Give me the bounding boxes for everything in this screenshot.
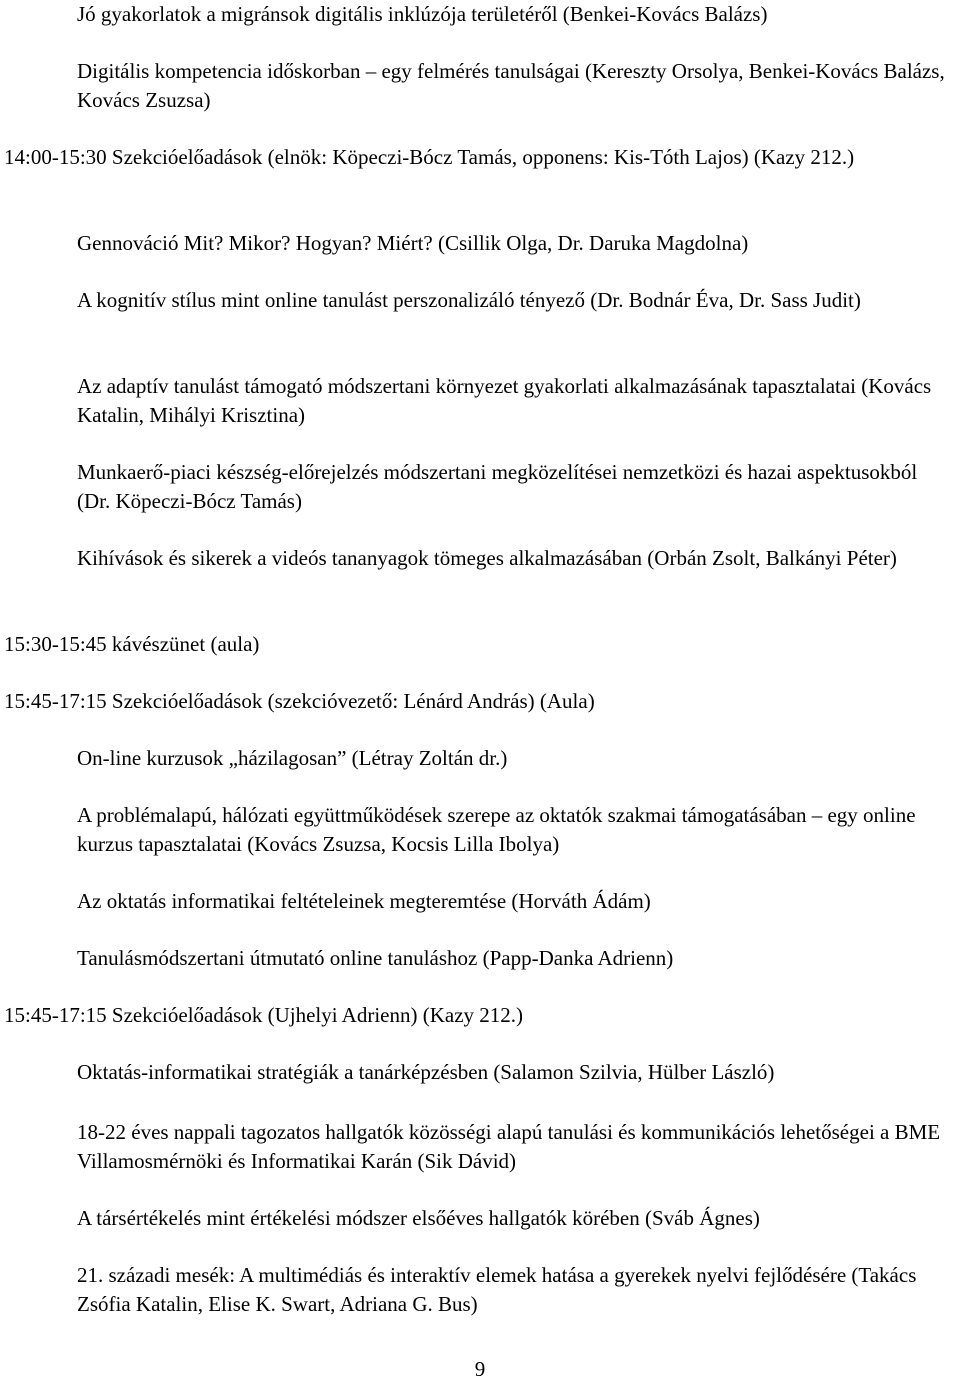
session-talk-migrants-digital-inclusion: Jó gyakorlatok a migránsok digitális inklúzója területéről (Benkei-Kovács Balázs) (77, 2, 768, 26)
session-header-1400-1530: 14:00-15:30 Szekcióelőadások (elnök: Köpeczi-Bócz Tamás, opponens: Kis-Tóth Lajos) (Kazy 212.) (4, 145, 855, 169)
session-talk-learning-methodology-guide: Tanulásmódszertani útmutató online tanuláshoz (Papp-Danka Adrienn) (77, 946, 674, 970)
session-talk-video-materials: Kihívások és sikerek a videós tananyagok tömeges alkalmazásában (Orbán Zsolt, Balkányi Péter) (77, 546, 897, 570)
session-talk-bme-students-community-learning: 18-22 éves nappali tagozatos hallgatók közösségi alapú tanulási és kommunikációs lehetőségei a BME Villamosmérnöki és Informatikai Karán (Sik Dávid) (77, 1120, 941, 1173)
session-talk-peer-assessment: A társértékelés mint értékelési módszer elsőéves hallgatók körében (Sváb Ágnes) (77, 1206, 760, 1230)
session-header-1545-aula: 15:45-17:15 Szekcióelőadások (szekcióvezető: Lénárd András) (Aula) (4, 689, 595, 713)
coffee-break: 15:30-15:45 kávészünet (aula) (4, 632, 260, 656)
session-talk-it-strategies-teacher-training: Oktatás-informatikai stratégiák a tanárképzésben (Salamon Szilvia, Hülber László) (77, 1060, 775, 1084)
session-talk-digital-competence-elderly: Digitális kompetencia időskorban – egy felmérés tanulságai (Kereszty Orsolya, Benkei-Kovács Balázs, Kovács Zsuzsa) (77, 59, 945, 112)
session-talk-gennovacio: Gennováció Mit? Mikor? Hogyan? Miért? (Csillik Olga, Dr. Daruka Magdolna) (77, 231, 749, 255)
page-number: 9 (474, 1357, 486, 1381)
session-header-1545-kazy: 15:45-17:15 Szekcióelőadások (Ujhelyi Adrienn) (Kazy 212.) (4, 1003, 524, 1027)
session-talk-cognitive-style: A kognitív stílus mint online tanulást perszonalizáló tényező (Dr. Bodnár Éva, Dr. Sass Judit) (77, 288, 861, 312)
session-talk-online-courses-homemade: On-line kurzusok „házilagosan” (Létray Zoltán dr.) (77, 746, 508, 770)
session-talk-problem-based-networks: A problémalapú, hálózati együttműködések szerepe az oktatók szakmai támogatásában – egy online kurzus tapasztalatai (Kovács Zsuzsa, Kocsis Lilla Ibolya) (77, 803, 916, 856)
session-talk-labour-market-skills: Munkaerő-piaci készség-előrejelzés módszertani megközelítései nemzetközi és hazai aspektusokból (Dr. Köpeczi-Bócz Tamás) (77, 460, 918, 513)
session-talk-it-conditions: Az oktatás informatikai feltételeinek megteremtése (Horváth Ádám) (77, 889, 651, 913)
session-talk-adaptive-learning: Az adaptív tanulást támogató módszertani környezet gyakorlati alkalmazásának tapasztalatai (Kovács Katalin, Mihályi Krisztina) (77, 374, 932, 427)
session-talk-21st-century-tales: 21. századi mesék: A multimédiás és interaktív elemek hatása a gyerekek nyelvi fejlődésére (Takács Zsófia Katalin, Elise K. Swart, Adriana G. Bus) (77, 1263, 917, 1316)
